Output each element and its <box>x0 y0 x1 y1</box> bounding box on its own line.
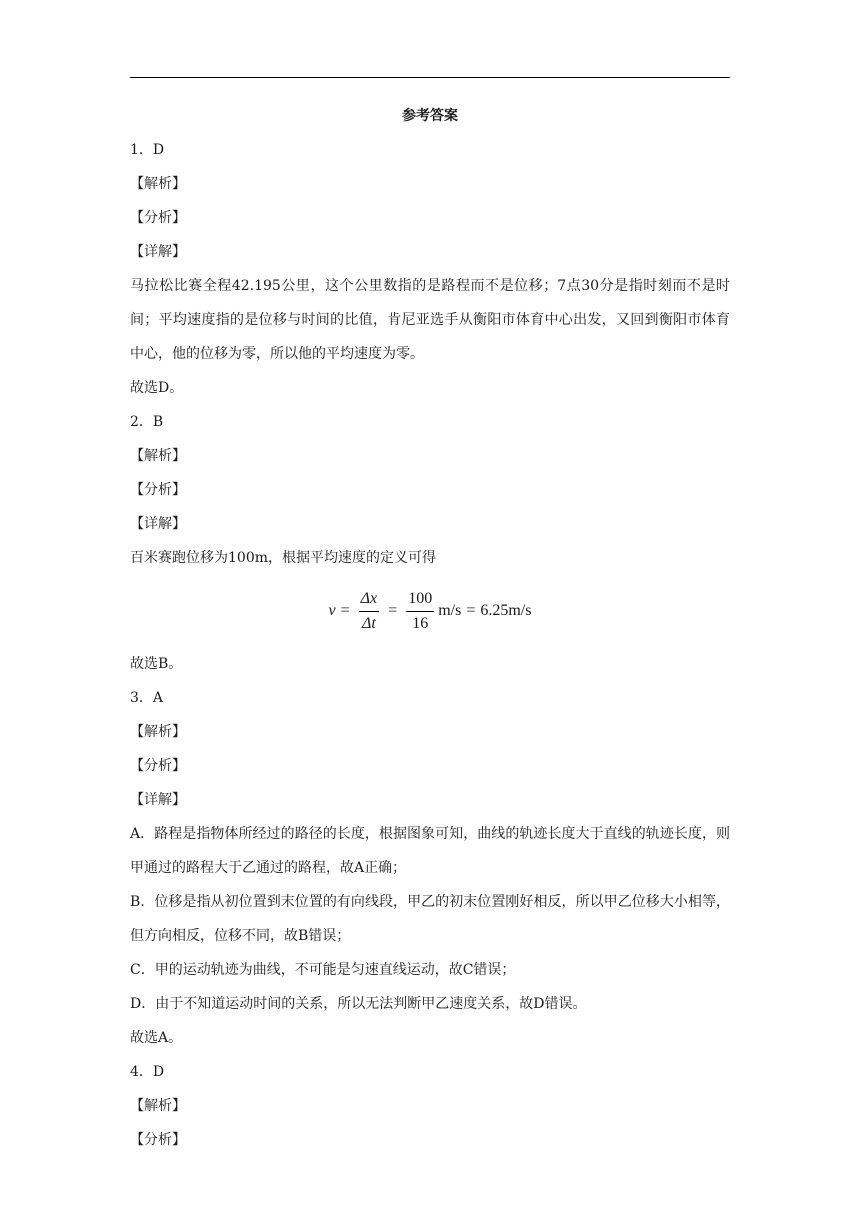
option-b-explanation: B．位移是指从初位置到末位置的有向线段，甲乙的初末位置刚好相反，所以甲乙位移大小相等，但方向相反，位移不同，故B错误； <box>130 894 730 944</box>
formula-lhs: v <box>328 602 336 619</box>
section-fenxi: 【分析】 <box>130 482 186 498</box>
formula-unit: m/s <box>438 602 462 619</box>
explanation-text: 百米赛跑位移为100m，根据平均速度的定义可得 <box>130 550 436 566</box>
formula-result: 6.25m/s <box>480 602 532 619</box>
section-jiexi: 【解析】 <box>130 1098 186 1114</box>
section-fenxi: 【分析】 <box>130 210 186 226</box>
option-c-explanation: C．甲的运动轨迹为曲线，不可能是匀速直线运动，故C错误； <box>130 962 516 978</box>
question-1 <box>130 133 730 405</box>
answer-number: 1．D <box>130 142 165 158</box>
answer-number: 4．D <box>130 1064 165 1080</box>
conclusion: 故选B。 <box>130 656 183 672</box>
fraction-numerator: 100 <box>406 589 434 612</box>
fraction-denominator: Δt <box>361 614 376 632</box>
formula-fraction-values <box>406 589 434 634</box>
answer-document <box>130 99 730 1157</box>
answer-number: 2．B <box>130 414 164 430</box>
page-title: 参考答案 <box>402 108 458 124</box>
section-xiangjie: 【详解】 <box>130 516 186 532</box>
question-4 <box>130 1055 730 1157</box>
section-jiexi: 【解析】 <box>130 176 186 192</box>
formula-equals: = <box>466 602 476 619</box>
formula-equals: = <box>340 602 350 619</box>
formula-equals: = <box>388 602 398 619</box>
answer-number: 3．A <box>130 690 164 706</box>
fraction-numerator: Δx <box>359 589 380 612</box>
explanation-text: 马拉松比赛全程42.195公里，这个公里数指的是路程而不是位移；7点30分是指时刻而不是时间；平均速度指的是位移与时间的比值，肯尼亚选手从衡阳市体育中心出发，又回到衡阳市体育中心，他的位移为零，所以他的平均速度为零。 <box>130 278 730 362</box>
section-fenxi: 【分析】 <box>130 758 186 774</box>
header-rule <box>130 77 730 78</box>
question-2 <box>130 405 730 681</box>
option-a-explanation: A．路程是指物体所经过的路径的长度，根据图象可知，曲线的轨迹长度大于直线的轨迹长度，则甲通过的路程大于乙通过的路程，故A正确； <box>130 826 730 876</box>
velocity-formula <box>130 575 730 647</box>
section-jiexi: 【解析】 <box>130 724 186 740</box>
fraction-denominator: 16 <box>412 614 429 632</box>
formula-fraction-delta <box>359 589 380 634</box>
section-jiexi: 【解析】 <box>130 448 186 464</box>
section-xiangjie: 【详解】 <box>130 244 186 260</box>
question-3 <box>130 681 730 1055</box>
option-d-explanation: D．由于不知道运动时间的关系，所以无法判断甲乙速度关系，故D错误。 <box>130 996 587 1012</box>
section-xiangjie: 【详解】 <box>130 792 186 808</box>
conclusion: 故选A。 <box>130 1030 183 1046</box>
section-fenxi: 【分析】 <box>130 1132 186 1148</box>
conclusion: 故选D。 <box>130 380 184 396</box>
